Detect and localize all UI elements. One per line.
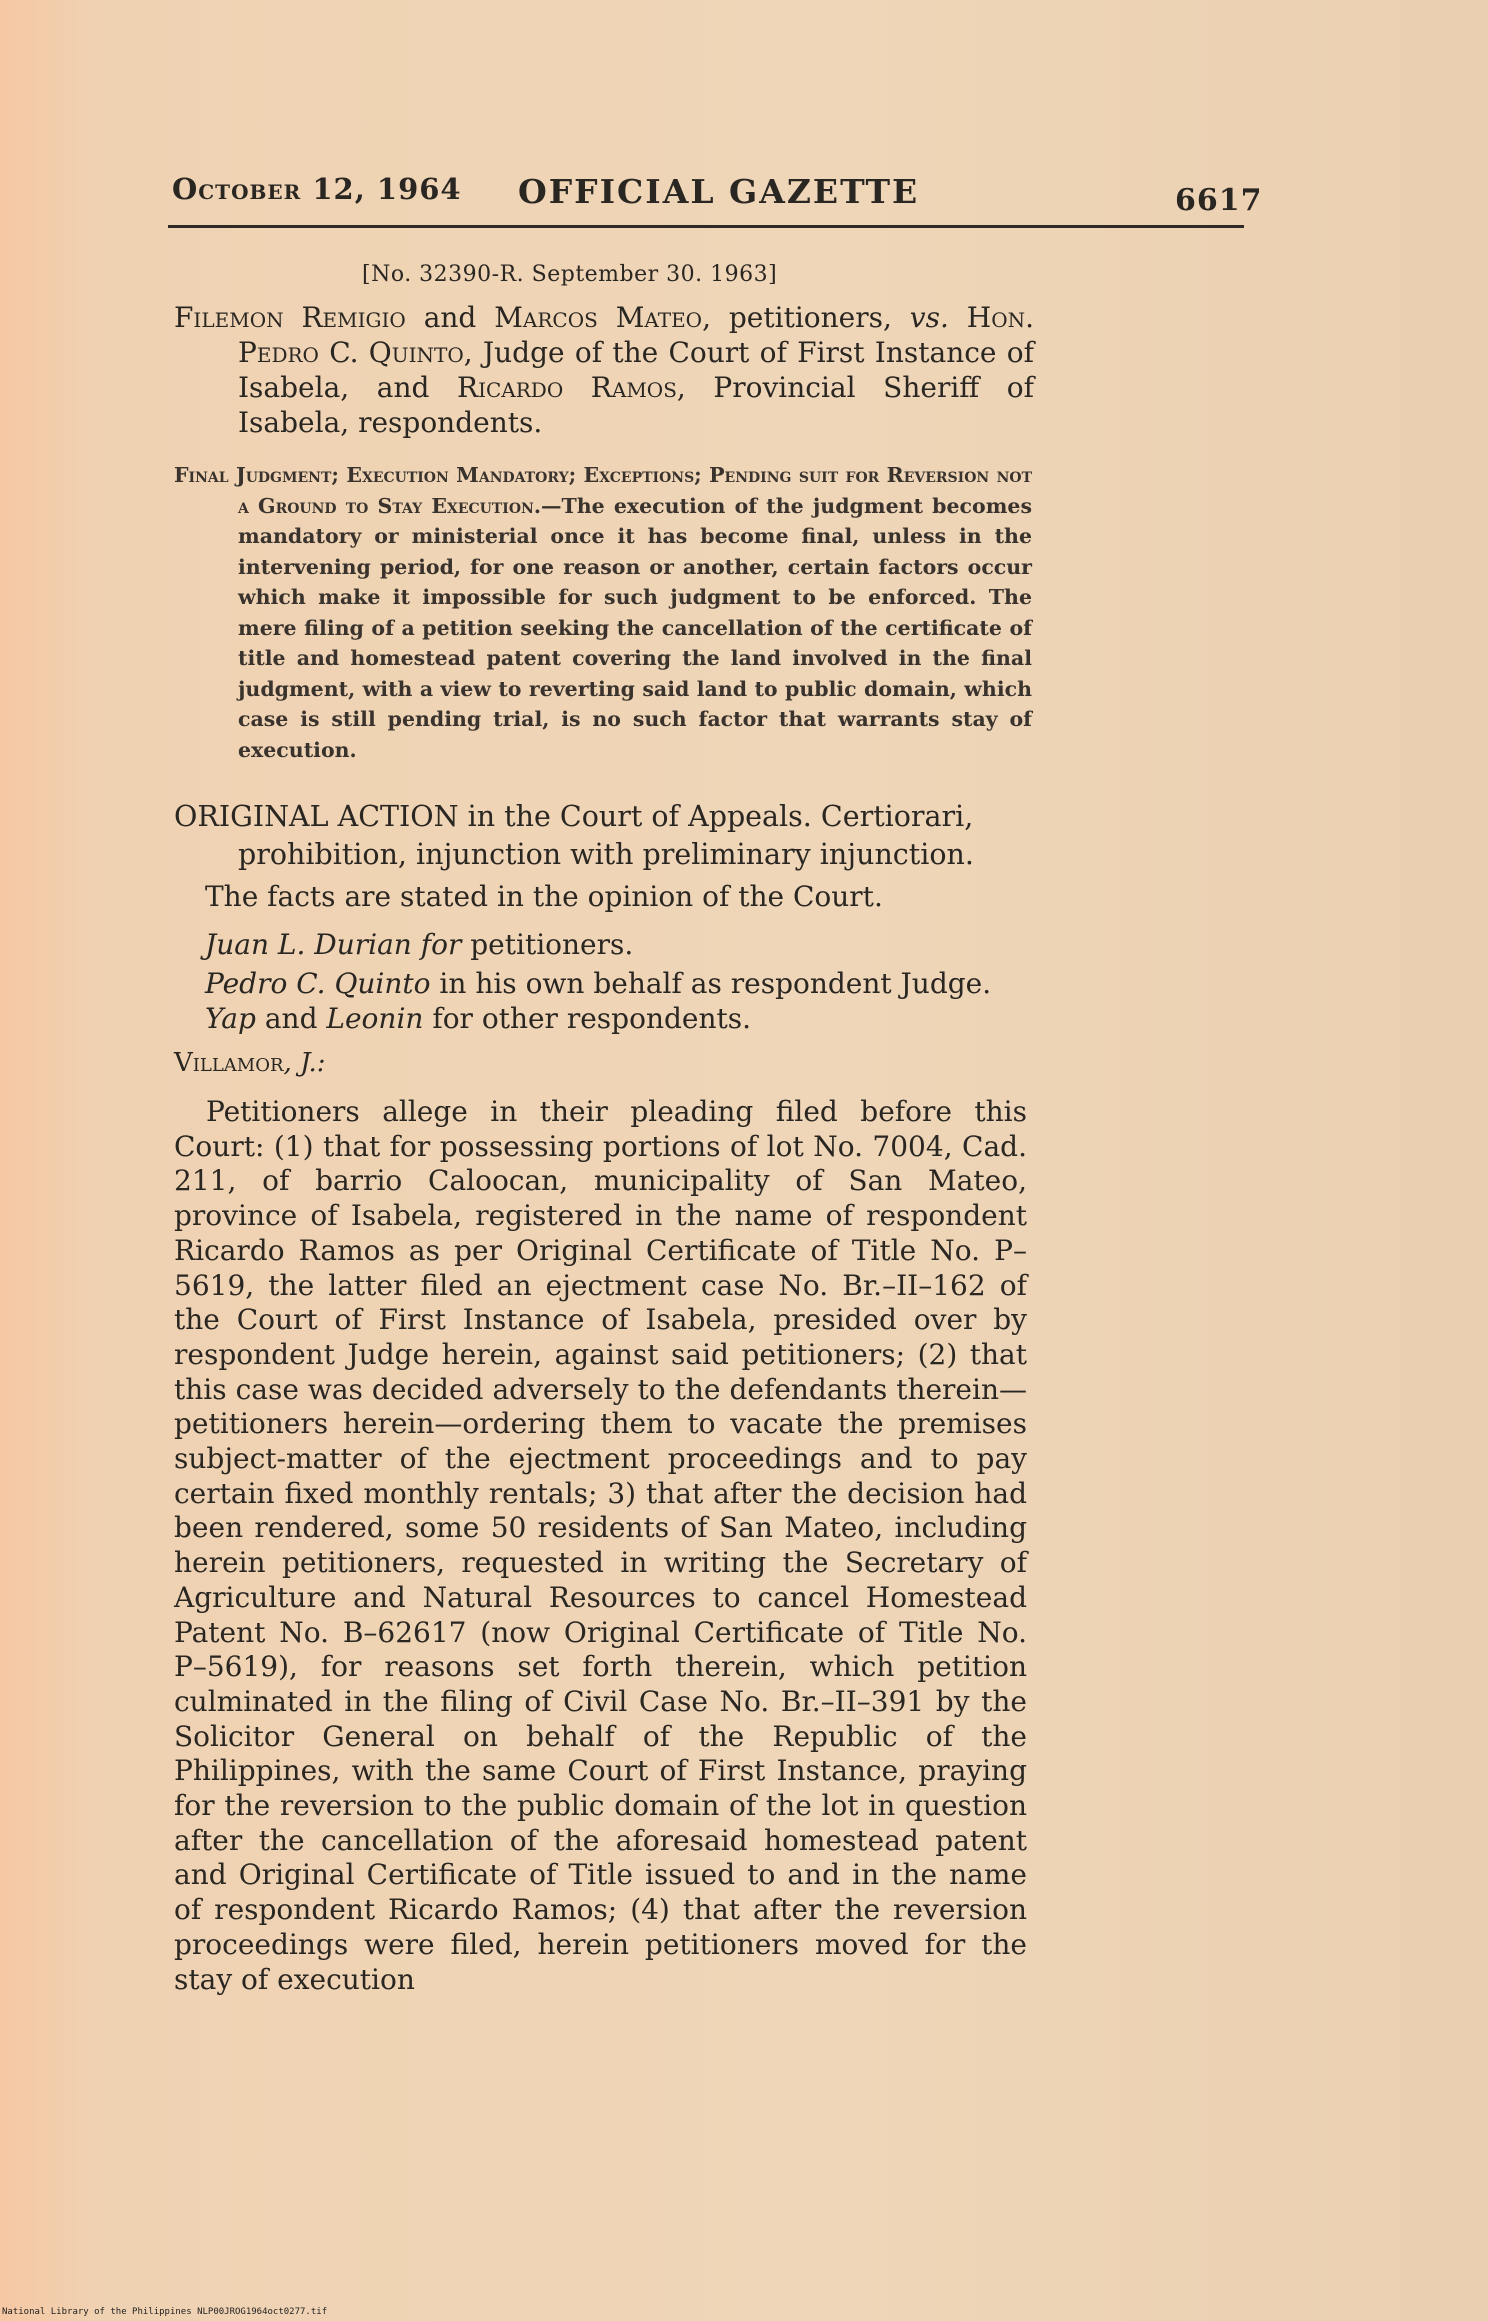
ponente-name: Villamor <box>174 1048 284 1078</box>
counsel-1-rest: petitioners. <box>461 928 634 961</box>
original-action-text: ORIGINAL ACTION in the Court of Appeals. Certiorari, prohibition, injunction with preliminary injunction. <box>174 800 974 871</box>
syllabus <box>174 460 1032 765</box>
parties-and-1: and <box>405 301 495 334</box>
counsel-2-rest: in his own behalf as respondent Judge. <box>430 967 992 1000</box>
honorific: Hon. <box>948 301 1034 334</box>
ponente <box>174 1048 326 1078</box>
counsel-respondents <box>205 1002 751 1035</box>
publication-title: OFFICIAL GAZETTE <box>518 172 920 211</box>
syllabus-text: —The execution of the judgment becomes mandatory or ministerial once it has become final, unless in the intervening period, for one reason or another, certain factors occur which make it impossible for such judgment to be enforced. The mere filing of a petition seeking the cancellation of the certificate of title and homestead patent covering the land involved in the final judgment, with a view to reverting said land to public domain, which case is still pending trial, is no such factor that warrants stay of execution. <box>238 493 1032 762</box>
header-rule <box>168 225 1244 228</box>
counsel-3-and: and <box>255 1002 327 1035</box>
counsel-3-name-2: Leonin <box>326 1002 424 1035</box>
counsel-2-name: Pedro C. Quinto <box>205 967 431 1000</box>
petitioner-2: Marcos Mateo <box>494 301 703 334</box>
versus: vs. <box>909 301 949 334</box>
respondent-sheriff: Ricardo Ramos <box>457 371 677 404</box>
header-date: October 12, 1964 <box>172 172 462 206</box>
ponente-suffix: , J.: <box>283 1048 326 1078</box>
opinion-paragraph: Petitioners allege in their pleading filed before this Court: (1) that for possessing portions of lot No. 7004, Cad. 211, of barrio Caloocan, municipality of San Mateo, province of Isabela, registered in the name of respondent Ricardo Ramos as per Original Certificate of Title No. P–5619, the latter filed an ejectment case No. Br.–II–162 of the Court of First Instance of Isabela, presided over by respondent Judge herein, against said petitioners; (2) that this case was decided adversely to the defendants therein—petitioners herein—ordering them to vacate the premises subject-matter of the ejectment proceedings and to pay certain fixed monthly rentals; 3) that after the decision had been rendered, some 50 residents of San Mateo, including herein petitioners, requested in writing the Secretary of Agriculture and Natural Resources to cancel Homestead Patent No. B–62617 (now Original Certificate of Title No. P–5619), for reasons set forth therein, which petition culminated in the filing of Civil Case No. Br.–II–391 by the Solicitor General on behalf of the Republic of the Philippines, with the same Court of First Instance, praying for the reversion to the public domain of the lot in question after the cancellation of the aforesaid homestead patent and Original Certificate of Title issued to and in the name of respondent Ricardo Ramos; (4) that after the reversion proceedings were filed, herein petitioners moved for the stay of execution <box>174 1095 1027 1996</box>
counsel-judge <box>205 967 991 1000</box>
case-parties <box>174 300 1034 440</box>
petitioner-1: Filemon Remigio <box>174 301 406 334</box>
opinion-body <box>174 1095 1027 1997</box>
counsel-1-name: Juan L. Durian <box>205 928 412 961</box>
counsel-3-rest: for other respondents. <box>423 1002 752 1035</box>
counsel-petitioners <box>205 928 633 961</box>
respondent-judge-desc: , Judge of the Court of First Instance of Isabela, and <box>238 336 1034 404</box>
scan-footer: National Library of the Philippines NLP00JROG1964oct0277.tif <box>2 2307 328 2317</box>
syllabus-heading: Final Judgment; Execution Mandatory; Exceptions; Pending suit for Reversion not a Ground to Stay Execution. <box>174 463 1032 518</box>
petitioners-label: , petitioners, <box>702 301 910 334</box>
case-number: [No. 32390-R. September 30. 1963] <box>362 262 778 287</box>
respondent-judge: Pedro C. Quinto <box>238 336 464 369</box>
counsel-1-for: for <box>411 928 462 961</box>
original-action <box>174 798 1030 874</box>
counsel-3-name-1: Yap <box>205 1002 256 1035</box>
page-number: 6617 <box>1175 183 1263 218</box>
facts-statement: The facts are stated in the opinion of the Court. <box>205 880 883 913</box>
respondent-sheriff-desc: , Provincial Sheriff of Isabela, respondents. <box>238 371 1034 439</box>
